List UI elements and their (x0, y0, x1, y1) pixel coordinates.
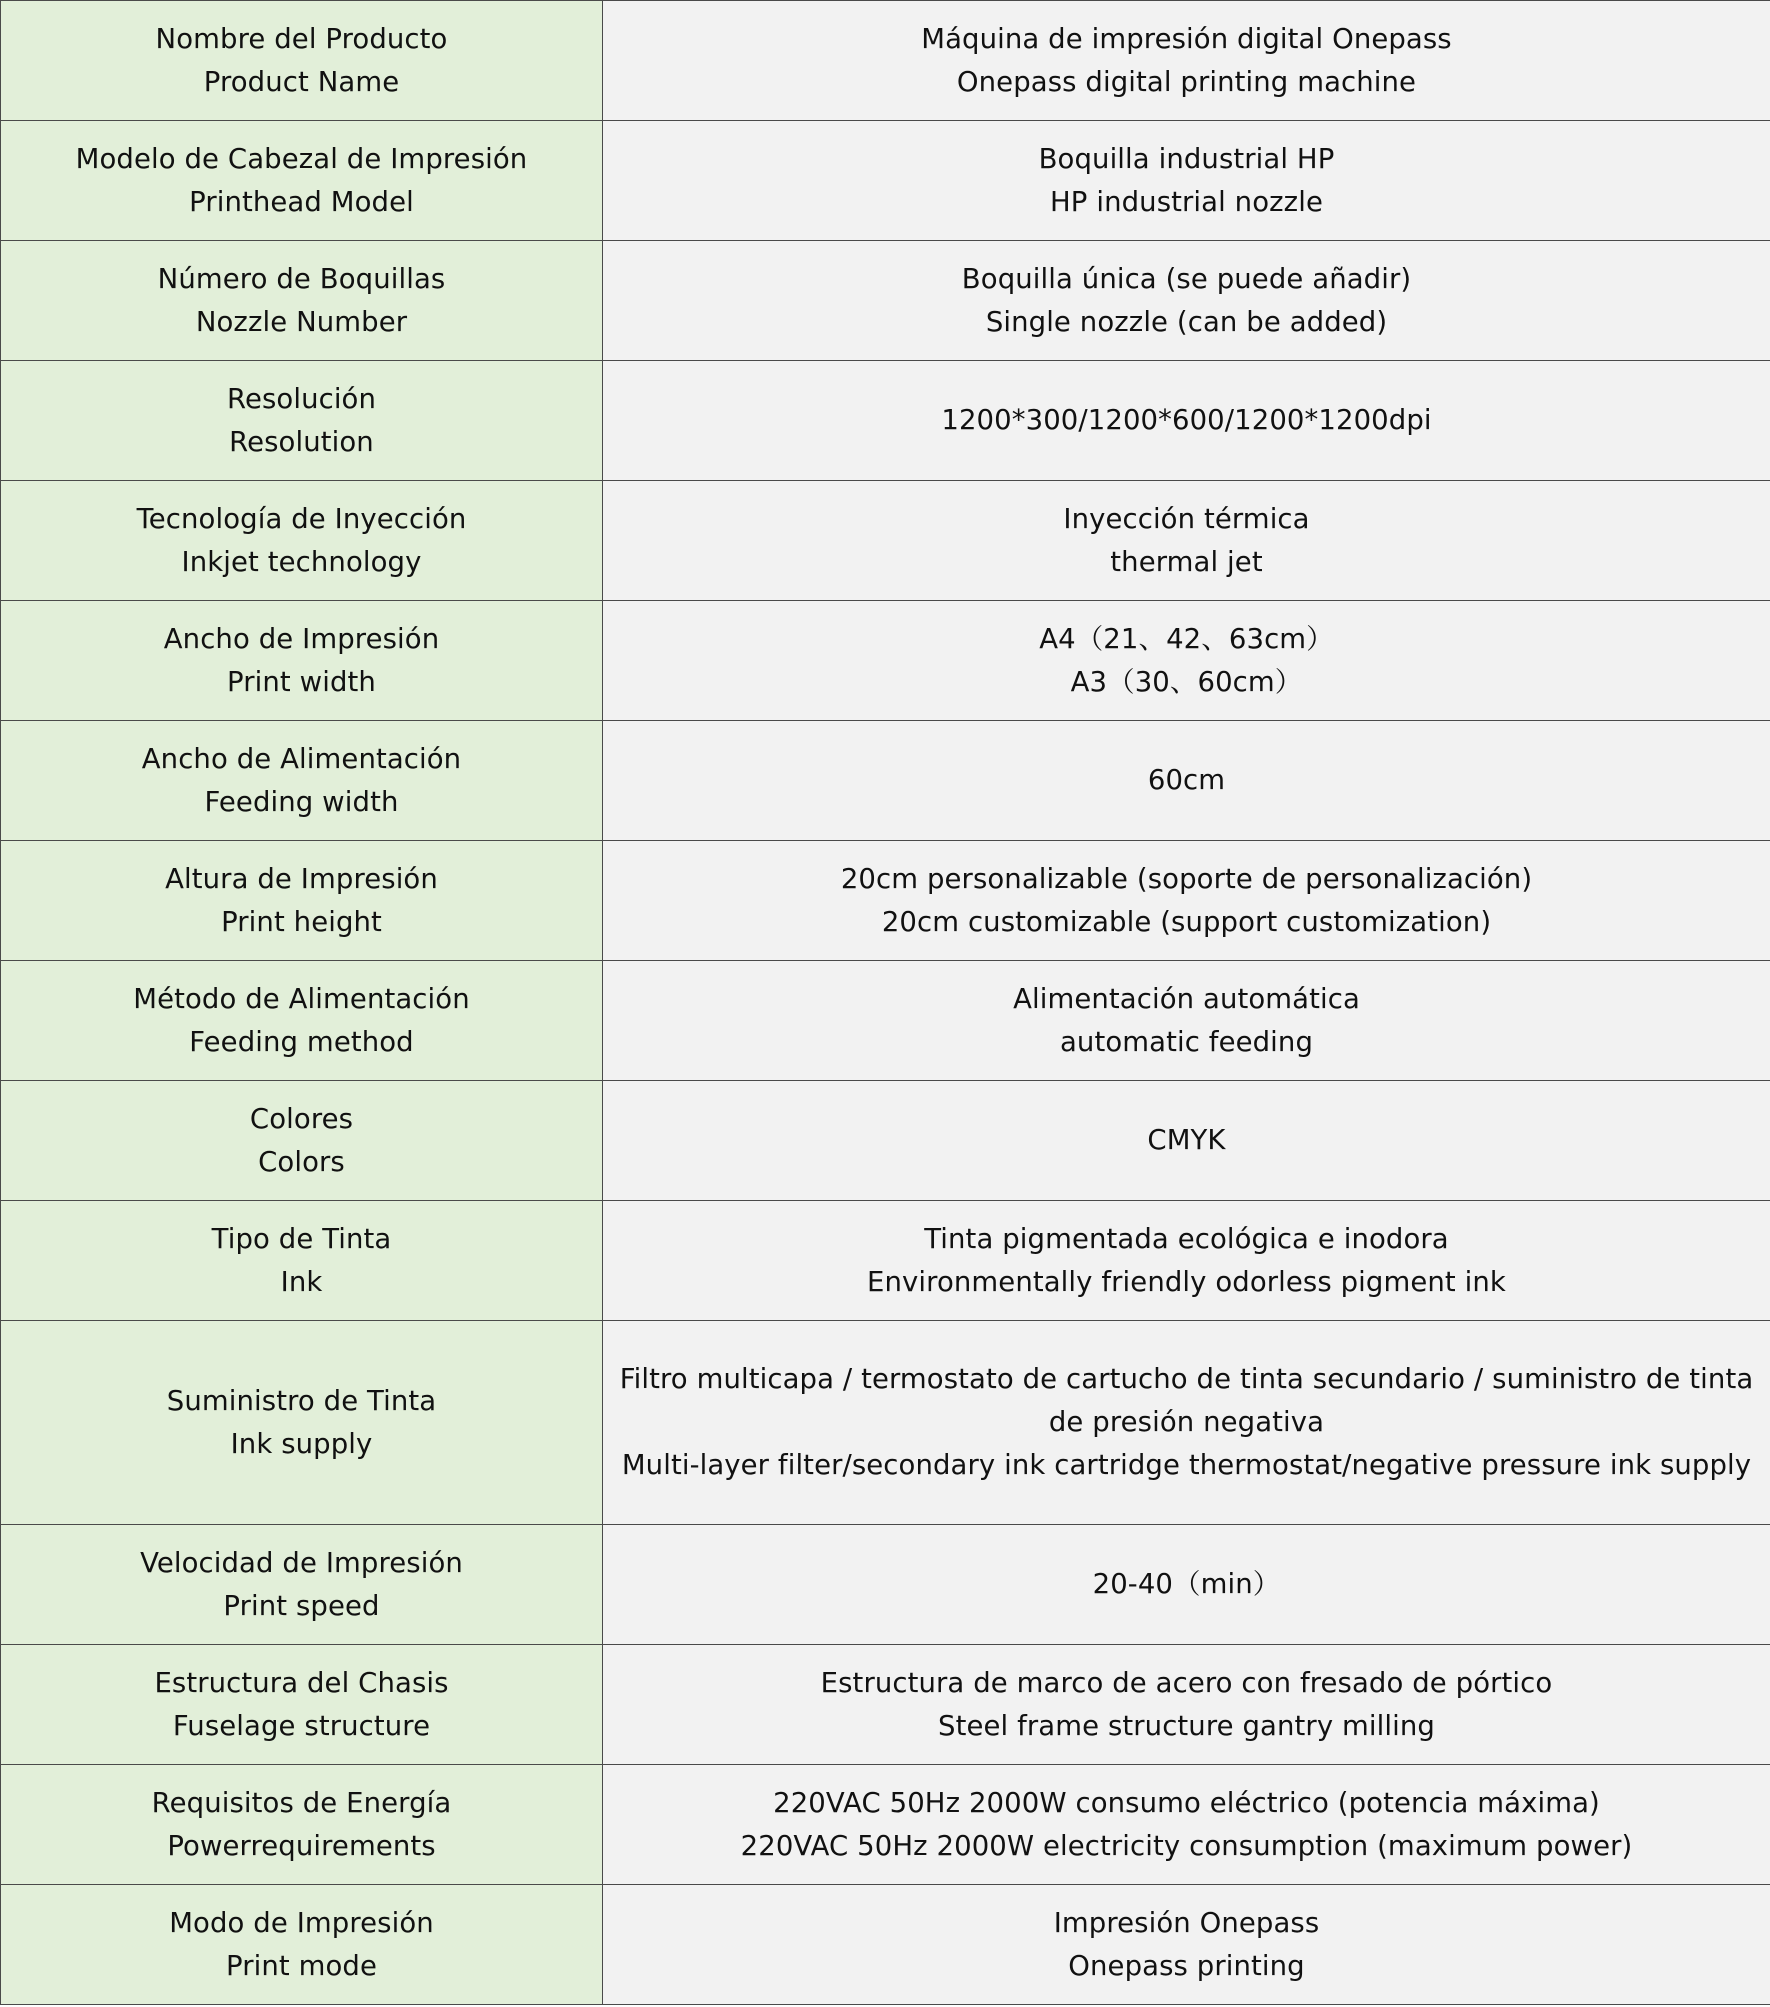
spec-value-line: A3（30、60cm） (1070, 665, 1303, 698)
spec-label-es: Ancho de Alimentación (141, 742, 462, 775)
spec-value-line: Onepass digital printing machine (956, 65, 1417, 98)
spec-label-es: Método de Alimentación (133, 982, 470, 1015)
spec-value-line: 220VAC 50Hz 2000W consumo eléctrico (potencia máxima) (773, 1786, 1600, 1819)
spec-value-line: Single nozzle (can be added) (985, 305, 1388, 338)
spec-label-es: Velocidad de Impresión (140, 1546, 463, 1579)
spec-value-cell (603, 361, 1770, 481)
spec-value-line: Tinta pigmentada ecológica e inodora (924, 1222, 1449, 1255)
spec-label-cell (1, 1201, 603, 1321)
spec-value-line: 60cm (1147, 764, 1226, 796)
spec-label-cell (1, 121, 603, 241)
spec-label-cell (1, 1, 603, 121)
spec-label-en: Nozzle Number (195, 305, 408, 338)
spec-label-en: Fuselage structure (172, 1709, 431, 1742)
spec-value-line: 20cm customizable (support customization) (881, 905, 1492, 938)
spec-label-en: Inkjet technology (181, 545, 422, 578)
spec-value-line: A4（21、42、63cm） (1039, 622, 1334, 655)
spec-label-cell (1, 1885, 603, 2005)
spec-label-en: Product Name (203, 65, 400, 98)
table-row (1, 1201, 1770, 1321)
spec-value-cell (603, 1081, 1770, 1201)
spec-label-en: Print mode (226, 1949, 377, 1982)
spec-value-cell (603, 721, 1770, 841)
spec-label-cell (1, 1321, 603, 1525)
spec-label-en: Print speed (223, 1589, 380, 1622)
spec-value-line: 220VAC 50Hz 2000W electricity consumption (maximum power) (740, 1829, 1633, 1862)
spec-value-line: Estructura de marco de acero con fresado de pórtico (820, 1666, 1553, 1699)
spec-value-line: Onepass printing (1068, 1949, 1305, 1982)
spec-value-line: CMYK (1147, 1124, 1226, 1156)
spec-value-line: Alimentación automática (1013, 982, 1360, 1015)
table-row (1, 1525, 1770, 1645)
spec-value-cell (603, 1525, 1770, 1645)
spec-label-es: Modo de Impresión (169, 1906, 434, 1939)
spec-value-line: automatic feeding (1059, 1025, 1313, 1058)
table-row (1, 721, 1770, 841)
spec-label-en: Resolution (229, 425, 374, 458)
spec-label-es: Tecnología de Inyección (136, 502, 467, 535)
spec-label-es: Estructura del Chasis (154, 1666, 449, 1699)
spec-value-line: Impresión Onepass (1053, 1906, 1320, 1939)
spec-value-cell (603, 1765, 1770, 1885)
table-row (1, 1081, 1770, 1201)
spec-label-cell (1, 361, 603, 481)
spec-label-cell (1, 601, 603, 721)
spec-label-cell (1, 841, 603, 961)
spec-label-en: Print width (227, 665, 376, 698)
spec-label-en: Ink supply (230, 1427, 373, 1460)
spec-value-line: Multi-layer filter/secondary ink cartridge thermostat/negative pressure ink supply (621, 1449, 1752, 1481)
table-row (1, 1645, 1770, 1765)
spec-value-line: HP industrial nozzle (1050, 185, 1323, 218)
spec-label-es: Tipo de Tinta (211, 1222, 392, 1255)
table-row (1, 121, 1770, 241)
spec-label-cell (1, 961, 603, 1081)
spec-label-es: Ancho de Impresión (163, 622, 440, 655)
spec-label-en: Print height (221, 905, 382, 938)
spec-value-cell (603, 961, 1770, 1081)
spec-label-cell (1, 1525, 603, 1645)
spec-label-en: Feeding width (204, 785, 399, 818)
spec-label-en: Printhead Model (189, 185, 414, 218)
table-row (1, 1, 1770, 121)
spec-label-cell (1, 241, 603, 361)
spec-label-cell (1, 1765, 603, 1885)
spec-value-line: 20-40（min） (1092, 1568, 1281, 1600)
spec-value-cell (603, 1201, 1770, 1321)
spec-label-es: Requisitos de Energía (151, 1786, 452, 1819)
spec-label-en: Powerrequirements (167, 1829, 436, 1862)
spec-value-line: thermal jet (1110, 545, 1263, 578)
spec-value-line: Filtro multicapa / termostato de cartucho de tinta secundario / suministro de tinta de presión negativa (619, 1363, 1754, 1438)
spec-label-en: Feeding method (189, 1025, 414, 1058)
table-row (1, 1765, 1770, 1885)
spec-label-cell (1, 1081, 603, 1201)
spec-label-es: Suministro de Tinta (166, 1384, 437, 1417)
spec-label-es: Nombre del Producto (155, 22, 448, 55)
table-row (1, 841, 1770, 961)
spec-value-line: Máquina de impresión digital Onepass (921, 22, 1452, 55)
spec-value-cell (603, 601, 1770, 721)
spec-label-cell (1, 1645, 603, 1765)
table-row (1, 1321, 1770, 1525)
spec-value-cell (603, 1645, 1770, 1765)
spec-value-line: 1200*300/1200*600/1200*1200dpi (941, 404, 1432, 436)
spec-value-line: Boquilla industrial HP (1038, 142, 1335, 175)
spec-value-cell (603, 841, 1770, 961)
spec-label-cell (1, 721, 603, 841)
spec-value-cell (603, 1321, 1770, 1525)
spec-label-es: Modelo de Cabezal de Impresión (75, 142, 528, 175)
table-row (1, 1885, 1770, 2005)
table-row (1, 241, 1770, 361)
spec-label-es: Altura de Impresión (165, 862, 438, 895)
spec-value-cell (603, 481, 1770, 601)
table-row (1, 601, 1770, 721)
spec-value-line: Environmentally friendly odorless pigment ink (867, 1265, 1506, 1298)
spec-value-cell (603, 241, 1770, 361)
spec-value-line: 20cm personalizable (soporte de personalización) (840, 862, 1533, 895)
table-row (1, 481, 1770, 601)
table-row (1, 361, 1770, 481)
spec-value-line: Steel frame structure gantry milling (938, 1709, 1435, 1742)
spec-value-cell (603, 121, 1770, 241)
spec-label-en: Colors (258, 1145, 345, 1178)
spec-value-line: Boquilla única (se puede añadir) (961, 262, 1412, 295)
spec-value-cell (603, 1885, 1770, 2005)
spec-value-line: Inyección térmica (1063, 502, 1310, 535)
spec-label-es: Número de Boquillas (157, 262, 446, 295)
spec-label-cell (1, 481, 603, 601)
spec-value-cell (603, 1, 1770, 121)
spec-label-es: Resolución (226, 382, 377, 415)
table-row (1, 961, 1770, 1081)
spec-label-es: Colores (249, 1102, 354, 1135)
spec-label-en: Ink (280, 1265, 323, 1298)
